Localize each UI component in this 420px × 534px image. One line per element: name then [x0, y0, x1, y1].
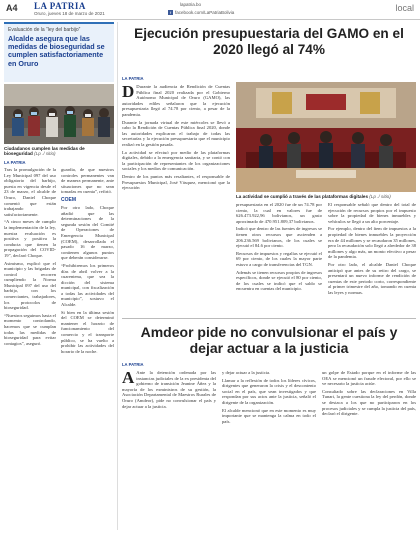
paragraph-text: Ante la detención ordenada por las instancias judiciales de la ex presidenta del gobierno de transición Jeanine Áñez y la mayoría de los exministros de su gestión, la Asociación Departamental de Maestros Rurales de Oruro (Amdeor), pide no convulsionar el país y dejar actuar a la justicia.	[122, 370, 216, 409]
drop-cap: A	[122, 370, 135, 387]
paragraph	[122, 370, 216, 409]
section-name: local	[395, 3, 414, 13]
paragraph: presupuestaria en el 2020 fue de un 74.78 por ciento, la cual en valores fue de 626.473.922,96 bolivianos, un gasto aproximado de 470.951.809,37 bolivianos.	[236, 202, 322, 224]
paragraph: Por ejemplo, dentro del ítem de impuestos a la propiedad de bienes inmuebles la proyección era de 44 millones y se recaudaron 35 millones, pero la recaudación solo llegó a alrededor de 38 millones y algo más, un monto efectivo a pesar de la pandemia.	[328, 226, 416, 260]
issue-date: Oruro, jueves 18 de marzo de 2021	[34, 11, 105, 16]
paragraph: Por otro lado, el alcalde Daniel Choque anticipó que antes de su retiro del cargo, se presentará un nuevo informe de rendición de cuentas de este periodo corto, correspondiente al primer trimestre del año, tomando en cuenta las leyes y normas.	[328, 261, 416, 295]
paragraph-text: Durante la audiencia de Rendición de Cuentas Pública final 2020 realizada por el Gobierno Autónomo Municipal de Oruro (GAMO), las autoridades ediles señalaron que la ejecución presupuestaria llegó al 74.78 por ciento, a pesar de la pandemia.	[122, 84, 230, 117]
facebook-icon: f	[169, 10, 172, 15]
paragraph: El alcalde mencionó que en este momento es muy importante que se mantenga la calma en todo el país.	[222, 407, 316, 424]
paragraph: La actividad se efectuó por medio de las plataformas digitales, debido a la emergencia sanitaria, y se contó con la participación de representantes de los organizaciones sociales y los medios de comunicación.	[122, 149, 230, 172]
main-caption-text: La actividad se cumplió a través de las plataformas digitales	[236, 194, 368, 199]
left-caption-source: (Lp ./ sitio)	[34, 151, 56, 157]
paragraph: Tras la promulgación de la Ley Municipal 097 del uso obligatorio del barbijo, puesta en vigencia desde el 23 de marzo, el alcalde de Oruro, Daniel Choque comentó que están trabajando satisfactoriamente.	[4, 167, 56, 217]
facebook-label: facebook.com/LaPatriaBolivia	[175, 10, 235, 15]
left-caption-text: Ciudadanos cumplen las medidas de bioseguridad	[4, 146, 85, 157]
page-header	[0, 0, 420, 20]
left-story-column-1	[4, 167, 56, 531]
left-story-header	[4, 22, 114, 82]
story-divider	[122, 318, 416, 319]
paragraph: Si bien en la última sesión del COEM se determinó mantener el horario de funcionamiento del comercio y el transporte público, se ha vuelto a prohibir las actividades del horario de la noche.	[61, 309, 114, 354]
left-story-kicker: Evaluación de la “ley del barbijo”	[8, 27, 81, 33]
left-story-tag: LA PATRIA	[4, 160, 26, 165]
paragraph: El responsable señaló que dentro del total de ejecución de recursos propios por el impuesto sobre la propiedad de bienes inmuebles y vehículos se llegó a un alto porcentaje.	[328, 202, 416, 224]
left-story-title: Alcalde asegura que las medidas de bioseguridad se cumplen satisfactoriamente en Oruro	[8, 34, 105, 68]
facebook-link[interactable]	[168, 10, 234, 15]
paragraph: un golpe de Estado porque en el informe de las OEA se mencionó un fraude electoral, por ello se ve necesario la justicia actúe.	[322, 370, 416, 387]
main-story-tag: LA PATRIA	[122, 76, 144, 81]
left-story-photo	[4, 84, 114, 144]
paragraph: Durante la jornada virtual de este miércoles se llevó a cabo la Rendición de Cuentas Pública final 2020, donde las autoridades explicaron el trabajo de todas las secretarías y la ejecución presupuestaria que el municipio realizó en la gestión pasada.	[122, 119, 230, 147]
second-story-column-1	[122, 370, 216, 530]
left-story-column-2	[61, 167, 114, 531]
main-story-column-2	[236, 202, 322, 316]
paragraph: y dejar actuar a la justicia.	[222, 370, 271, 375]
paragraph: guardia, de que nuestros controles permanentes van de manera permanente, ante situaciones que no sean tomadas en cuenta”, refirió.	[61, 167, 114, 195]
brand-logo: LA PATRIA	[34, 1, 86, 11]
subheading: COEM	[61, 196, 76, 203]
drop-cap: D	[122, 84, 135, 101]
paragraph: “Nuestros seguimos hasta el momento controlando, hacemos que se cumplan todas las medidas de bioseguridad para evitar contagios”, aseguró.	[4, 312, 56, 346]
main-story-column-3	[328, 202, 416, 316]
website-link[interactable]: lapatria.bo	[180, 2, 202, 7]
second-story-column-2	[222, 370, 316, 530]
paragraph: Dentro de los puntos más resaltantes, el responsable de Presupuestos Municipal, José Vásquez, mencionó que la ejecución	[122, 173, 230, 191]
paragraph: Asimismo, explicó que el municipio y las brigadas de control recorren cumpliendo la Norma Municipal 097 del uso del barbijo, con los comerciantes, trabajadores, los protocolos de bioseguridad.	[4, 260, 56, 311]
column-divider	[117, 22, 118, 530]
paragraph: “Prohibiremos los primeros días de abril volver a la cuarentena, que sea la dicción del sistema municipal, con fiscalización a todas las actividades del municipio”, sostuvo el Alcalde.	[61, 262, 114, 308]
paragraph: Llamar a la reflexión de todos los líderes cívicos, dirigentes que generaron la crisis y el descontento social en el país, que sean investigados y que respondan por sus actos ante la justicia, señaló el dirigente de la organización.	[222, 377, 316, 405]
second-story-column-3	[322, 370, 416, 530]
paragraph	[122, 84, 230, 118]
main-story-column-1	[122, 84, 230, 316]
paragraph: Indicó que dentro de las fuentes de ingresos se tienen otros recursos que ascienden a 206.236.569 bolivianos, de los cuales se ejecutó el 84.6 por ciento.	[236, 226, 322, 249]
paragraph: Consultado sobre las declaraciones en Villa Tunari, la gente cuestiona la ley del perdón, donde se destaca a los que no participaron en los procesos judiciales y se cumpla la justicia del país, declaró el dirigente.	[322, 388, 416, 417]
main-story-photo	[236, 82, 416, 192]
second-story-tag: LA PATRIA	[122, 362, 144, 367]
main-story-caption	[236, 194, 416, 199]
paragraph: “A cinco meses de cumplir la implementación de la ley, nuestra evaluación es positiva y positiva la conducta que tienen la propagación del COVID-19”, declaró Choque.	[4, 219, 56, 258]
main-caption-source: (Lp ./ sitio)	[369, 194, 391, 199]
second-story-title: Amdeor pide no convulsionar el país y dejar actuar a la justicia	[140, 324, 398, 356]
paragraph: Recursos de impuestos y regalías se ejecutó el 69 por ciento, de los cuales la mayor parte estuvo a cargo de transferencias del TGN.	[236, 250, 322, 267]
page-number: A4	[6, 3, 18, 13]
paragraph: Además se tienen recursos propios de ingresos específicos, donde se ejecutó el 80 por ciento, de los cuales se indicó que el saldo se encuentra en cuentas del municipio.	[236, 269, 322, 292]
left-story-caption	[4, 146, 114, 157]
main-story-title: Ejecución presupuestaria del GAMO en el 2020 llegó al 74%	[134, 26, 404, 57]
paragraph: Por otro lado, Choque añadió que las determinaciones de la segunda sesión del Comité de Operaciones de Emergencia Municipal (COEM), desarrollada el pasado 16 de marzo, contienen algunos puntos que deberán considerarse.	[61, 204, 114, 261]
